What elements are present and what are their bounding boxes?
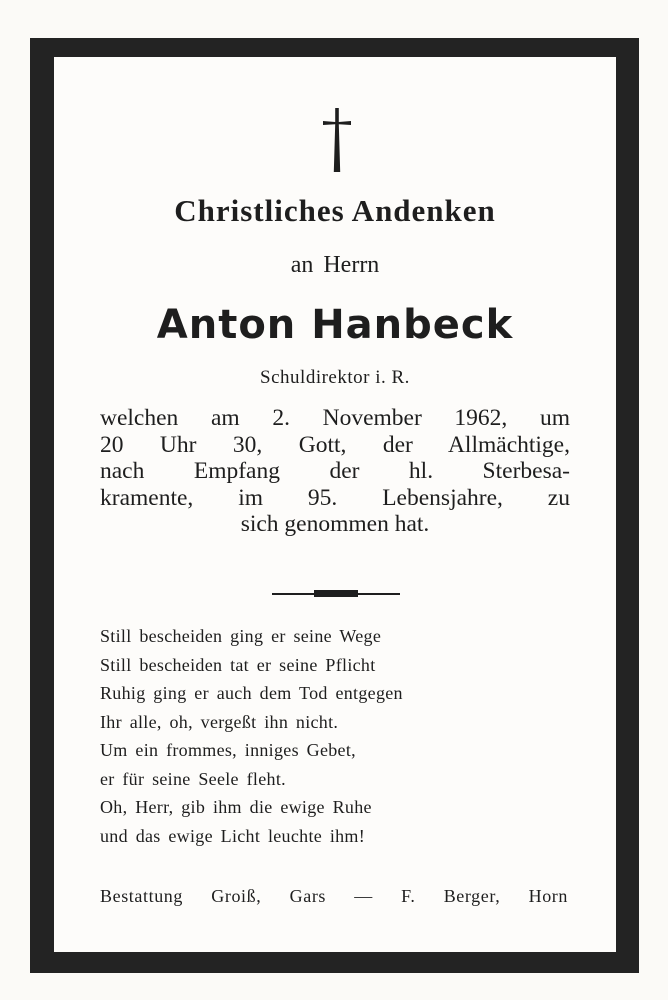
poem-line: und das ewige Licht leuchte ihm! <box>100 825 366 846</box>
paragraph-line: sich genommen hat. <box>240 511 430 537</box>
poem-line: Still bescheiden tat er seine Pflicht <box>100 654 376 675</box>
divider-bar <box>314 590 358 597</box>
card-heading: Christliches Andenken <box>174 193 496 228</box>
cross-icon <box>322 108 352 172</box>
deceased-title: Schuldirektor i. R. <box>260 367 410 388</box>
ornamental-divider <box>272 590 400 598</box>
poem-line: Ruhig ging er auch dem Tod entgegen <box>100 683 403 703</box>
paragraph-line: nach Empfang der hl. Sterbesa- <box>100 458 570 484</box>
poem-line: Oh, Herr, gib ihm die ewige Ruhe <box>100 797 372 817</box>
poem-line: Still bescheiden ging er seine Wege <box>100 626 382 646</box>
paragraph-line: welchen am 2. November 1962, um <box>100 405 570 431</box>
deceased-name: Anton Hanbeck <box>156 302 514 348</box>
paragraph-line: 20 Uhr 30, Gott, der Allmächtige, <box>100 431 570 458</box>
poem-line: er für seine Seele fleht. <box>100 768 286 789</box>
memorial-poem <box>100 622 570 850</box>
poem-line: Um ein frommes, inniges Gebet, <box>100 740 356 760</box>
card-intro: an Herrn <box>290 252 380 278</box>
poem-line: Ihr alle, oh, vergeßt ihn nicht. <box>100 711 339 732</box>
funeral-home-footer: Bestattung Groiß, Gars — F. Berger, Horn <box>100 886 568 906</box>
paragraph-line: kramente, im 95. Lebensjahre, zu <box>100 484 570 511</box>
death-notice-paragraph <box>100 405 570 538</box>
